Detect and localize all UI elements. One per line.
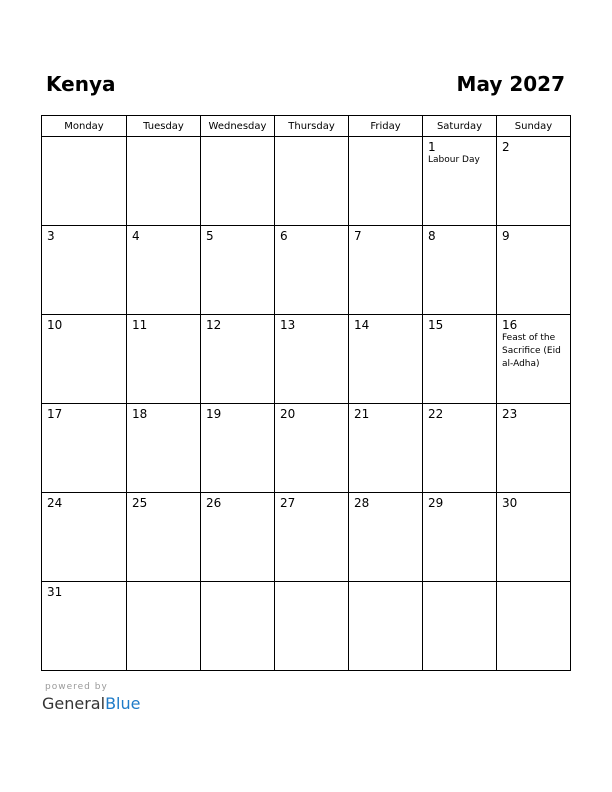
day-number: 22 bbox=[428, 407, 444, 421]
day-number: 31 bbox=[47, 585, 63, 599]
day-cell-may-1 bbox=[423, 137, 497, 226]
day-cell bbox=[497, 404, 571, 493]
day-cell bbox=[275, 137, 349, 226]
day-cell bbox=[423, 315, 497, 404]
day-cell bbox=[497, 493, 571, 582]
day-cell bbox=[127, 315, 201, 404]
day-cell bbox=[127, 582, 201, 671]
day-cell bbox=[42, 137, 127, 226]
day-number: 16 bbox=[502, 318, 518, 332]
day-cell bbox=[349, 493, 423, 582]
day-number: 24 bbox=[47, 496, 63, 510]
day-cell bbox=[201, 404, 275, 493]
week-row-5 bbox=[42, 493, 571, 582]
day-cell bbox=[497, 582, 571, 671]
day-number: 27 bbox=[280, 496, 296, 510]
day-number: 26 bbox=[206, 496, 222, 510]
day-cell bbox=[349, 315, 423, 404]
week-row-6 bbox=[42, 582, 571, 671]
country-title: Kenya bbox=[46, 72, 116, 96]
day-cell bbox=[275, 226, 349, 315]
weekday-saturday: Saturday bbox=[423, 116, 497, 137]
day-cell bbox=[42, 404, 127, 493]
day-cell bbox=[42, 315, 127, 404]
day-number: 25 bbox=[132, 496, 148, 510]
day-cell bbox=[127, 137, 201, 226]
week-row-2 bbox=[42, 226, 571, 315]
day-cell bbox=[275, 493, 349, 582]
day-cell bbox=[201, 493, 275, 582]
day-cell bbox=[275, 315, 349, 404]
day-cell bbox=[201, 582, 275, 671]
day-cell bbox=[127, 404, 201, 493]
generalblue-logo[interactable] bbox=[42, 694, 140, 714]
day-number: 8 bbox=[428, 229, 436, 243]
day-number: 9 bbox=[502, 229, 510, 243]
day-cell bbox=[42, 226, 127, 315]
day-number: 14 bbox=[354, 318, 370, 332]
day-cell bbox=[349, 582, 423, 671]
day-cell bbox=[275, 582, 349, 671]
day-number: 1 bbox=[428, 140, 436, 154]
day-cell bbox=[349, 226, 423, 315]
day-cell bbox=[201, 226, 275, 315]
day-number: 28 bbox=[354, 496, 370, 510]
week-row-4 bbox=[42, 404, 571, 493]
day-cell bbox=[201, 137, 275, 226]
holiday-label: Feast of the Sacrifice (Eid al-Adha) bbox=[502, 333, 561, 369]
day-cell bbox=[201, 315, 275, 404]
day-cell bbox=[497, 226, 571, 315]
day-number: 20 bbox=[280, 407, 296, 421]
day-number: 29 bbox=[428, 496, 444, 510]
weekday-wednesday: Wednesday bbox=[201, 116, 275, 137]
day-number: 12 bbox=[206, 318, 222, 332]
weekday-tuesday: Tuesday bbox=[127, 116, 201, 137]
brand-blue-text: Blue bbox=[105, 694, 141, 713]
holiday-label: Labour Day bbox=[428, 155, 480, 165]
month-year-title: May 2027 bbox=[456, 72, 565, 96]
weekday-header-row bbox=[42, 116, 571, 137]
day-cell-may-2 bbox=[497, 137, 571, 226]
day-number: 5 bbox=[206, 229, 214, 243]
day-cell bbox=[42, 493, 127, 582]
day-cell bbox=[42, 582, 127, 671]
day-cell-may-16 bbox=[497, 315, 571, 404]
day-cell bbox=[423, 226, 497, 315]
brand-general-text: General bbox=[42, 694, 106, 713]
day-number: 6 bbox=[280, 229, 288, 243]
day-cell bbox=[349, 404, 423, 493]
week-row-1 bbox=[42, 137, 571, 226]
day-number: 10 bbox=[47, 318, 63, 332]
day-cell bbox=[423, 404, 497, 493]
day-cell bbox=[349, 137, 423, 226]
weekday-thursday: Thursday bbox=[275, 116, 349, 137]
day-cell bbox=[127, 493, 201, 582]
day-cell bbox=[423, 582, 497, 671]
day-number: 23 bbox=[502, 407, 518, 421]
calendar-grid bbox=[41, 115, 571, 671]
day-number: 7 bbox=[354, 229, 362, 243]
day-number: 19 bbox=[206, 407, 222, 421]
day-number: 21 bbox=[354, 407, 370, 421]
day-cell bbox=[423, 493, 497, 582]
day-number: 15 bbox=[428, 318, 444, 332]
day-number: 4 bbox=[132, 229, 140, 243]
day-number: 30 bbox=[502, 496, 518, 510]
weekday-sunday: Sunday bbox=[497, 116, 571, 137]
day-number: 13 bbox=[280, 318, 296, 332]
week-row-3 bbox=[42, 315, 571, 404]
day-number: 2 bbox=[502, 140, 510, 154]
weekday-friday: Friday bbox=[349, 116, 423, 137]
powered-by-text: powered by bbox=[45, 682, 108, 692]
weekday-monday: Monday bbox=[42, 116, 127, 137]
day-cell bbox=[127, 226, 201, 315]
day-number: 18 bbox=[132, 407, 148, 421]
day-number: 11 bbox=[132, 318, 148, 332]
day-number: 17 bbox=[47, 407, 63, 421]
day-cell bbox=[275, 404, 349, 493]
day-number: 3 bbox=[47, 229, 55, 243]
